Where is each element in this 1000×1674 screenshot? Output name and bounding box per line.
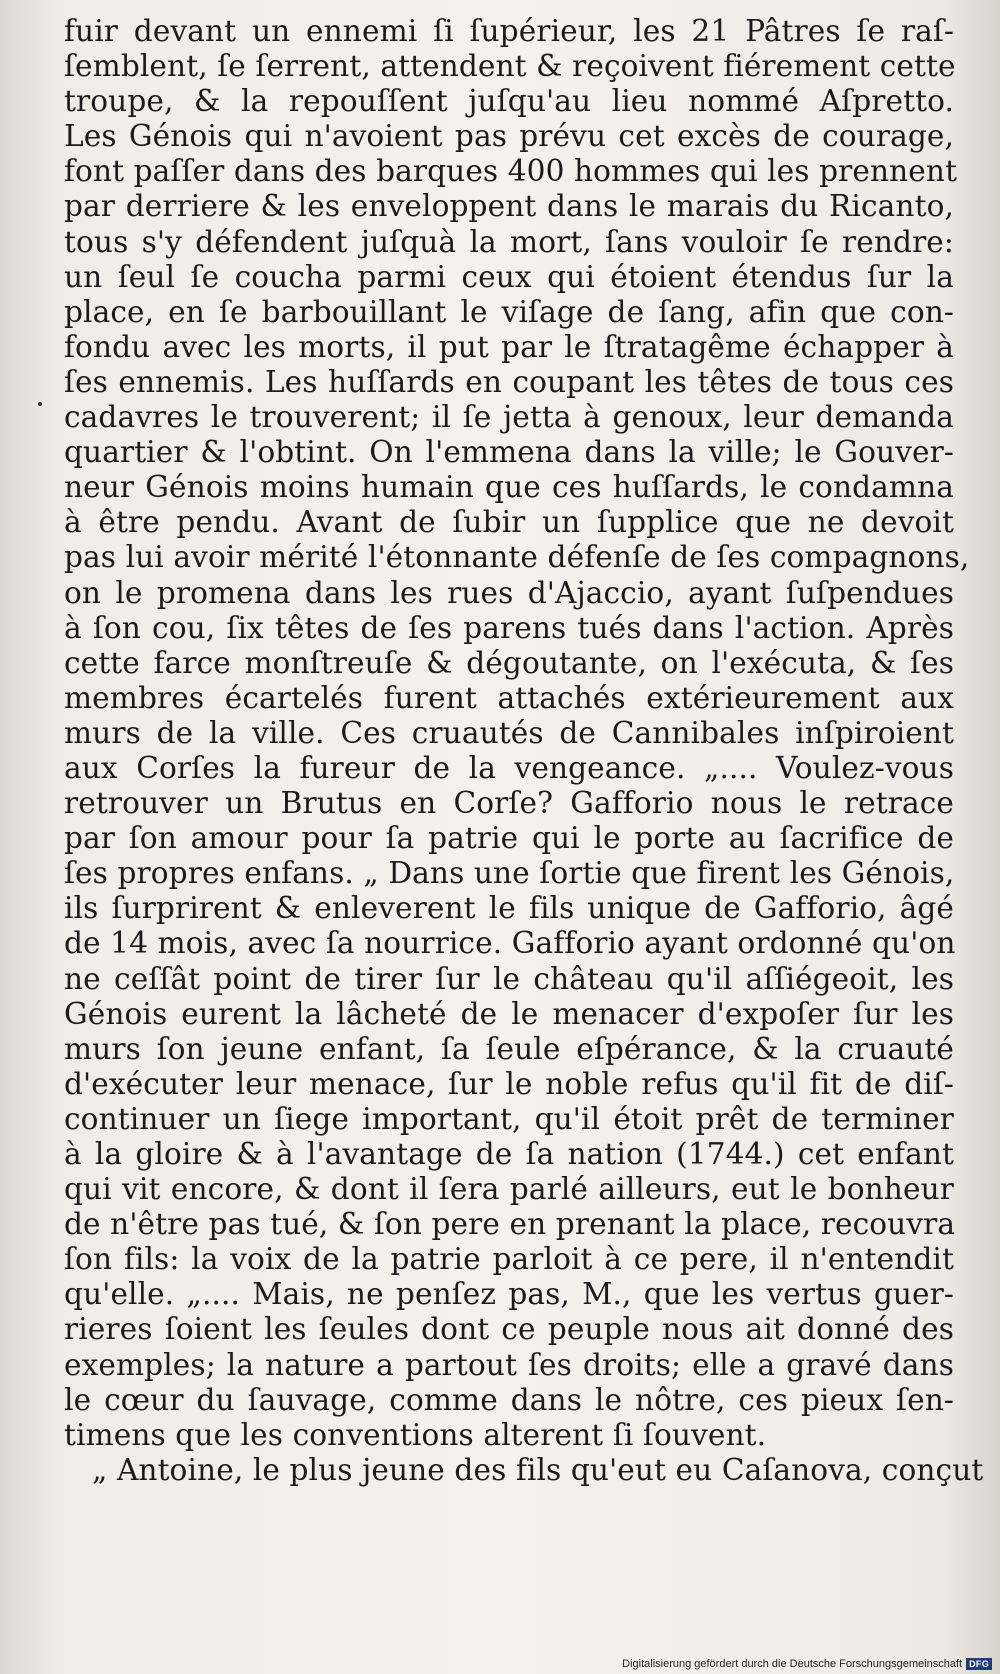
text-line: exemples; la nature a partout ſes droits; elle a gravé dans: [64, 1347, 954, 1382]
text-line: rieres ſoient les ſeules dont ce peuple nous ait donné des: [64, 1312, 954, 1347]
text-line: quartier & l'obtint. On l'emmena dans la ville; le Gouver-: [64, 435, 954, 470]
margin-mark: [38, 402, 42, 406]
body-text: [64, 14, 984, 1488]
text-line: d'exécuter leur menace, ſur le noble refus qu'il fit de diſ-: [64, 1066, 954, 1101]
text-line: retrouver un Brutus en Corſe? Gafforio nous le retrace: [64, 786, 954, 821]
text-line: ils ſurprirent & enleverent le fils unique de Gafforio, âgé: [64, 891, 954, 926]
text-line: continuer un ſiege important, qu'il étoit prêt de terminer: [64, 1101, 954, 1136]
text-line: ne ceſſât point de tirer ſur le château qu'il aſſiégeoit, les: [64, 961, 954, 996]
text-line: ſon fils: la voix de la patrie parloit à ce pere, il n'entendit: [64, 1242, 954, 1277]
text-line: ſes ennemis. Les huſſards en coupant les têtes de tous ces: [64, 364, 954, 399]
text-line: fuir devant un ennemi ſi ſupérieur, les 21 Pâtres ſe raſ-: [64, 14, 954, 48]
text-line: fondu avec les morts, il put par le ſtratagême échapper à: [64, 329, 954, 364]
text-line: qu'elle. „.... Mais, ne penſez pas, M., que les vertus guer-: [64, 1277, 954, 1312]
text-line: à ſon cou, ſix têtes de ſes parens tués dans l'action. Après: [64, 610, 954, 645]
dfg-logo: DFG: [966, 1658, 992, 1670]
text-line: ſes propres enfans. „ Dans une ſortie que firent les Génois,: [64, 856, 955, 891]
text-line: par ſon amour pour ſa patrie qui le porte au ſacrifice de: [64, 821, 954, 856]
text-line: de n'être pas tué, & ſon pere en prenant la place, recouvra: [64, 1207, 956, 1242]
text-line: murs ſon jeune enfant, ſa ſeule eſpérance, & la cruauté: [64, 1031, 954, 1066]
text-line: aux Corſes la fureur de la vengeance. „.... Voulez-vous: [64, 750, 954, 785]
text-line: de 14 mois, avec ſa nourrice. Gafforio ayant ordonné qu'on: [64, 926, 956, 961]
text-line: le cœur du ſauvage, comme dans le nôtre, ces pieux ſen-: [64, 1382, 954, 1417]
text-line: à être pendu. Avant de ſubir un ſupplice que ne devoit: [64, 505, 954, 540]
digitization-credit: [622, 1658, 992, 1670]
text-line: Génois eurent la lâcheté de le menacer d'expoſer ſur les: [64, 996, 954, 1031]
text-line: murs de la ville. Ces cruautés de Cannibales inſpiroient: [64, 715, 954, 750]
text-line: qui vit encore, & dont il ſera parlé ailleurs, eut le bonheur: [64, 1172, 954, 1207]
text-line: cadavres le trouverent; il ſe jetta à genoux, leur demanda: [64, 400, 954, 435]
text-line: tous s'y défendent juſquà la mort, ſans vouloir ſe rendre:: [64, 224, 954, 259]
text-line: timens que les conventions alterent ſi ſouvent.: [64, 1417, 767, 1452]
text-line: cette farce monſtreuſe & dégoutante, on l'exécuta, & ſes: [64, 645, 954, 680]
text-line: ſemblent, ſe ſerrent, attendent & reçoivent fiérement cette: [64, 49, 956, 84]
text-line: Les Génois qui n'avoient pas prévu cet excès de courage,: [64, 119, 954, 154]
text-line: un ſeul ſe coucha parmi ceux qui étoient étendus ſur la: [64, 259, 954, 294]
text-line: troupe, & la repouſſent juſqu'au lieu nommé Aſpretto.: [64, 84, 954, 119]
text-line: membres écartelés furent attachés extérieurement aux: [64, 680, 954, 715]
credit-text: Digitalisierung gefördert durch die Deutsche Forschungsgemeinschaft: [622, 1658, 963, 1670]
text-line: place, en ſe barbouillant le viſage de ſang, afin que con-: [64, 294, 954, 329]
text-line: font paſſer dans des barques 400 hommes qui les prennent: [64, 154, 958, 189]
text-line: pas lui avoir mérité l'étonnante défenſe de ſes compagnons,: [64, 540, 970, 575]
text-line: par derriere & les enveloppent dans le marais du Ricanto,: [64, 189, 954, 224]
text-line: „ Antoine, le plus jeune des fils qu'eut eu Caſanova, conçut: [92, 1452, 984, 1487]
text-line: on le promena dans les rues d'Ajaccio, ayant ſuſpendues: [64, 575, 954, 610]
text-line: à la gloire & à l'avantage de ſa nation (1744.) cet enfant: [64, 1137, 954, 1171]
text-line: neur Génois moins humain que ces huſſards, le condamna: [64, 470, 954, 505]
